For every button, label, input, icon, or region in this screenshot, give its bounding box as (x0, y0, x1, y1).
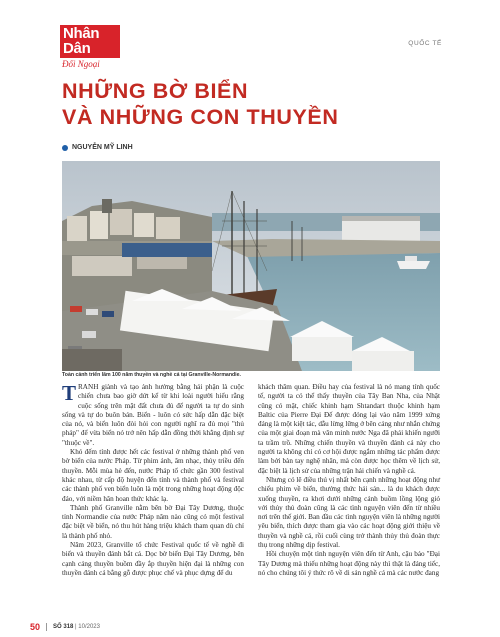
byline (62, 144, 133, 151)
paragraph: khách thăm quan. Điều hay của festival là nó mang tính quốc tế, người ta có thể thấy thuyền của Tây Ban Nha, của Nhật cũng có mặt, chiếc khinh hạm Shtandart thuộc khinh hạm Baltic của Pierre Đại Đế được đóng lại vào năm 1999 xứng đáng là một kiệt tác, dẫu lừng lững ở bên cảng như nhắn chứng của một giai đoạn mà văn minh nước Nga đã phải khiến ngưỡi ta trầm trồ. Những chiến thuyền và thuyền đánh cá này cho người ta không chỉ có cơ hội được ngắm những tác phẩm được làm bởi bàn tay nghệ nhân, mà còn được học thêm về lịch sử, đặc biệt là lịch sử của những trận hải chiến và nghề cá. (258, 383, 440, 475)
article-column-left (62, 383, 244, 578)
issue-info: SỐ 318 | 10/2023 (53, 624, 100, 630)
article-title (62, 78, 442, 130)
photo-caption: Toàn cảnh triển lãm 100 năm thuyền và nghề cá tại Granville-Normandie. (62, 372, 241, 378)
page-number: 50 (30, 622, 41, 632)
paragraph: Năm 2023, Granville tổ chức Festival quốc tế về nghề đi biển và thuyền đánh bắt cá. Dọc bờ biển Đại Tây Dương, bên cạnh cảng thuyền buồm đầy ắp thuyền hiện đại là những con thuyền đánh cá bằng gỗ được phục chế và phục dựng để du (62, 541, 244, 577)
paragraph: TRANH giành và tạo ảnh hưởng bằng hải phận là cuộc chiến chưa bao giờ dứt kể từ khi loài người hiểu rằng cuộc sống trên mặt đất chưa đủ để người ta tự do sinh sống và tự do buôn bán. Biển - luôn có sức hấp dẫn đặc biệt của nó, và biển luôn đòi hỏi con người nghĩ ra đủ mọi "thủ pháp" để vừa biển nó trở nên hấp dẫn đồng thời khẳng định sự "thuộc về". (62, 381, 244, 447)
logo-main-text: Nhân Dân (60, 25, 120, 58)
drop-cap: T (62, 381, 77, 405)
article-column-right (258, 383, 440, 578)
page-footer (30, 622, 100, 632)
byline-dot-icon (62, 145, 68, 151)
paragraph: Khó đếm tính được hết các festival ở những thành phố ven bờ biển của nước Pháp. Từ phim ảnh, âm nhạc, thủy triều đến thuyền. Mỗi mùa hè đến, nước Pháp tổ chức gần 300 festival khác nhau, từ cấp độ huyện đến tỉnh và thành phố và festival các thành phố ven biển luôn là một trong những hoạt động độc đáo, với niềm hân hoan thức khác lạ. (62, 448, 244, 503)
logo-sub-text: Đối Ngoại (62, 59, 100, 69)
section-label: QUỐC TẾ (408, 40, 442, 47)
paragraph: Nhưng có lẽ điều thú vị nhất bên cạnh những hoạt động như chiếu phim về biển, thưởng thức hải sản... là du khách được xuống thuyền, ra khơi dưới những cánh buồm lồng lộng gió với thủy thủ đoàn cũng là các tình nguyện viên đến từ nhiều nơi trên thế giới. Ban đầu các tình nguyện viên là những người yêu biển, thích được tham gia vào các hoạt động giới thiệu về thuyền và nghề cá, rồi cuối cùng trở thành thủy thủ đoàn thực thụ trong những dịp festival. (258, 475, 440, 550)
paragraph: Thành phố Granville nằm bên bờ Đại Tây Dương, thuộc tỉnh Normandie của nước Pháp năm nào cũng có một festival đặc biệt về biển, nó thu hút hàng triệu khách tham quan dù chỉ là thành phố nhỏ. (62, 503, 244, 540)
issue-date: 10/2023 (78, 624, 100, 630)
author-name: NGUYỄN MỸ LINH (72, 144, 133, 151)
title-line-2: VÀ NHỮNG CON THUYỀN (62, 105, 339, 129)
issue-label: SỐ 318 (53, 624, 74, 630)
paragraph: Hồi chuyện một tình nguyện viên đến từ Anh, cậu bảo "Đại Tây Dương mà thiếu những hoạt động này thì thật là đáng tiếc, nó cho chúng tôi ý thức rõ về di sản nghề cá mà các nước đang (258, 550, 440, 577)
footer-divider (46, 623, 47, 631)
title-line-1: NHỮNG BỜ BIỂN (62, 79, 249, 103)
publication-logo (60, 25, 120, 69)
harbor-photo (62, 161, 440, 371)
